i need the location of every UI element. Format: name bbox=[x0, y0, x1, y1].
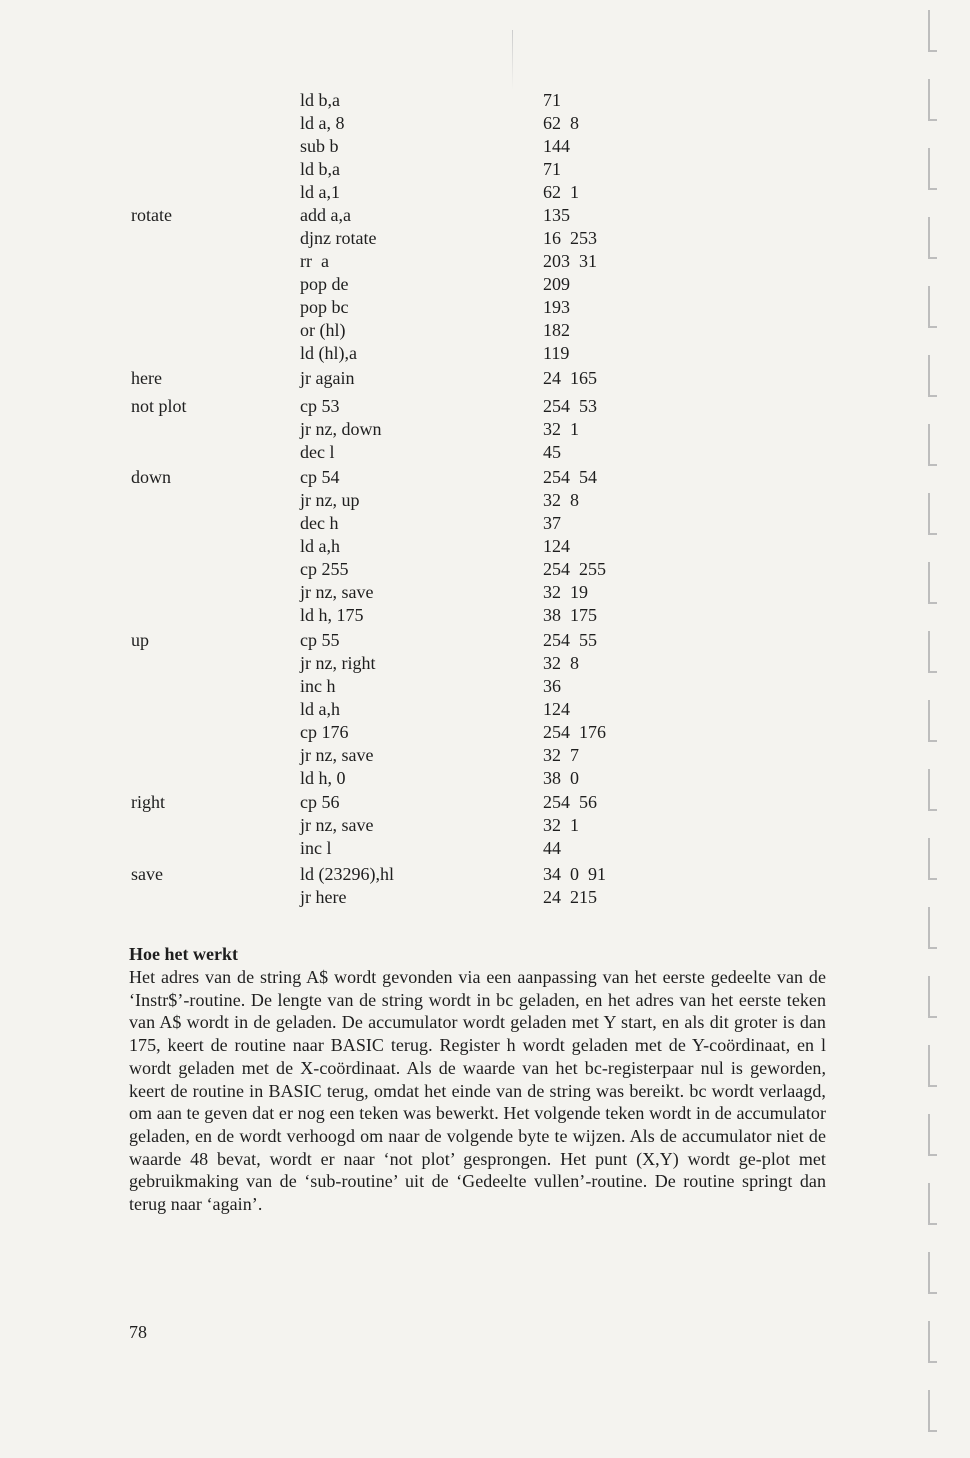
listing-opcode: 62 1 bbox=[543, 182, 579, 202]
listing-row bbox=[0, 836, 970, 860]
listing-instruction: ld a,h bbox=[300, 699, 340, 719]
listing-row bbox=[0, 511, 970, 535]
listing-instruction: ld h, 0 bbox=[300, 768, 346, 788]
listing-row bbox=[0, 440, 970, 464]
binding-hole-mark bbox=[928, 562, 937, 604]
listing-row bbox=[0, 465, 970, 489]
listing-opcode: 254 54 bbox=[543, 467, 597, 487]
listing-row bbox=[0, 88, 970, 112]
listing-row bbox=[0, 488, 970, 512]
listing-opcode: 34 0 91 bbox=[543, 864, 606, 884]
listing-opcode: 45 bbox=[543, 442, 561, 462]
listing-row bbox=[0, 318, 970, 342]
listing-instruction: cp 54 bbox=[300, 467, 340, 487]
listing-instruction: jr nz, up bbox=[300, 490, 360, 510]
binding-hole-mark bbox=[928, 1321, 937, 1363]
listing-opcode: 32 19 bbox=[543, 582, 588, 602]
listing-instruction: add a,a bbox=[300, 205, 351, 225]
listing-row bbox=[0, 134, 970, 158]
listing-row bbox=[0, 885, 970, 909]
binding-edge-marks bbox=[926, 0, 938, 1458]
listing-row bbox=[0, 743, 970, 767]
listing-instruction: jr nz, save bbox=[300, 815, 374, 835]
listing-opcode: 38 175 bbox=[543, 605, 597, 625]
listing-row bbox=[0, 862, 970, 886]
binding-hole-mark bbox=[928, 286, 937, 328]
binding-hole-mark bbox=[928, 217, 937, 259]
listing-row bbox=[0, 157, 970, 181]
listing-row bbox=[0, 341, 970, 365]
listing-instruction: dec h bbox=[300, 513, 339, 533]
listing-opcode: 38 0 bbox=[543, 768, 579, 788]
listing-opcode: 144 bbox=[543, 136, 570, 156]
listing-opcode: 193 bbox=[543, 297, 570, 317]
listing-instruction: djnz rotate bbox=[300, 228, 377, 248]
binding-hole-mark bbox=[928, 769, 937, 811]
listing-instruction: ld h, 175 bbox=[300, 605, 364, 625]
binding-hole-mark bbox=[928, 493, 937, 535]
listing-opcode: 254 255 bbox=[543, 559, 606, 579]
listing-row bbox=[0, 674, 970, 698]
listing-opcode: 209 bbox=[543, 274, 570, 294]
listing-row bbox=[0, 557, 970, 581]
listing-instruction: ld a,h bbox=[300, 536, 340, 556]
listing-instruction: ld a, 8 bbox=[300, 113, 345, 133]
listing-instruction: ld b,a bbox=[300, 159, 340, 179]
listing-opcode: 24 165 bbox=[543, 368, 597, 388]
listing-row bbox=[0, 180, 970, 204]
listing-instruction: pop de bbox=[300, 274, 349, 294]
page-crease bbox=[512, 30, 513, 90]
listing-opcode: 254 53 bbox=[543, 396, 597, 416]
listing-opcode: 24 215 bbox=[543, 887, 597, 907]
listing-instruction: jr nz, down bbox=[300, 419, 382, 439]
section-heading: Hoe het werkt bbox=[129, 944, 238, 964]
listing-opcode: 32 8 bbox=[543, 490, 579, 510]
binding-hole-mark bbox=[928, 424, 937, 466]
listing-instruction: jr nz, save bbox=[300, 582, 374, 602]
listing-label: rotate bbox=[131, 205, 172, 225]
binding-hole-mark bbox=[928, 907, 937, 949]
listing-opcode: 119 bbox=[543, 343, 570, 363]
binding-hole-mark bbox=[928, 1114, 937, 1156]
listing-row bbox=[0, 603, 970, 627]
section-body: Het adres van de string A$ wordt gevonden via een aanpassing van het eerste gedeelte van de ‘Instr$’-routine. De lengte van de string wordt in bc geladen, en het adres van het eerste teken van A$ wordt in de geladen. De accumulator wordt geladen met Y start, en als dit groter is dan 175, keert de routine naar BASIC terug. Register h wordt geladen met de Y-coördinaat, en l wordt geladen met de X-coördinaat. Als de waarde van het bc-registerpaar nul is geworden, keert de routine in BASIC terug, omdat het einde van de string was bereikt. bc wordt verlaagd, om aan te geven dat er nog een teken was bewerkt. Het volgende teken wordt in de accumulator geladen, en de wordt verhoogd om naar de volgende byte te wijzen. Als de accumulator niet de waarde 48 bevat, wordt er naar ‘not plot’ gesprongen. Het punt (X,Y) wordt ge-plot met gebruikmaking van de ‘sub-routine’ uit de ‘Gedeelte vullen’-routine. De routine springt dan terug naar ‘again’. bbox=[129, 967, 826, 1215]
listing-opcode: 32 1 bbox=[543, 815, 579, 835]
binding-hole-mark bbox=[928, 700, 937, 742]
listing-row bbox=[0, 697, 970, 721]
listing-row bbox=[0, 813, 970, 837]
listing-instruction: or (hl) bbox=[300, 320, 346, 340]
binding-hole-mark bbox=[928, 838, 937, 880]
listing-opcode: 254 176 bbox=[543, 722, 606, 742]
binding-hole-mark bbox=[928, 355, 937, 397]
listing-row bbox=[0, 720, 970, 744]
binding-hole-mark bbox=[928, 976, 937, 1018]
binding-hole-mark bbox=[928, 10, 937, 52]
listing-opcode: 32 7 bbox=[543, 745, 579, 765]
listing-row bbox=[0, 628, 970, 652]
listing-row bbox=[0, 203, 970, 227]
listing-row bbox=[0, 226, 970, 250]
binding-hole-mark bbox=[928, 1390, 937, 1432]
listing-instruction: cp 176 bbox=[300, 722, 349, 742]
listing-opcode: 37 bbox=[543, 513, 561, 533]
listing-row bbox=[0, 249, 970, 273]
listing-instruction: jr here bbox=[300, 887, 347, 907]
listing-label: here bbox=[131, 368, 162, 388]
listing-opcode: 44 bbox=[543, 838, 561, 858]
listing-opcode: 135 bbox=[543, 205, 570, 225]
binding-hole-mark bbox=[928, 631, 937, 673]
listing-opcode: 124 bbox=[543, 699, 570, 719]
listing-instruction: jr again bbox=[300, 368, 355, 388]
listing-opcode: 203 31 bbox=[543, 251, 597, 271]
listing-row bbox=[0, 417, 970, 441]
listing-row bbox=[0, 580, 970, 604]
binding-hole-mark bbox=[928, 1045, 937, 1087]
listing-opcode: 71 bbox=[543, 159, 561, 179]
listing-instruction: cp 55 bbox=[300, 630, 340, 650]
listing-instruction: dec l bbox=[300, 442, 335, 462]
listing-instruction: pop bc bbox=[300, 297, 349, 317]
listing-opcode: 16 253 bbox=[543, 228, 597, 248]
listing-instruction: cp 255 bbox=[300, 559, 349, 579]
listing-opcode: 254 55 bbox=[543, 630, 597, 650]
listing-label: save bbox=[131, 864, 163, 884]
listing-instruction: cp 56 bbox=[300, 792, 340, 812]
listing-instruction: inc l bbox=[300, 838, 332, 858]
listing-instruction: ld (hl),a bbox=[300, 343, 357, 363]
listing-row bbox=[0, 366, 970, 390]
listing-row bbox=[0, 272, 970, 296]
binding-hole-mark bbox=[928, 1252, 937, 1294]
listing-label: up bbox=[131, 630, 149, 650]
listing-opcode: 254 56 bbox=[543, 792, 597, 812]
listing-instruction: sub b bbox=[300, 136, 339, 156]
binding-hole-mark bbox=[928, 79, 937, 121]
binding-hole-mark bbox=[928, 1183, 937, 1225]
listing-instruction: cp 53 bbox=[300, 396, 340, 416]
listing-opcode: 36 bbox=[543, 676, 561, 696]
listing-row bbox=[0, 111, 970, 135]
listing-label: not plot bbox=[131, 396, 187, 416]
listing-row bbox=[0, 295, 970, 319]
listing-row bbox=[0, 766, 970, 790]
listing-instruction: ld a,1 bbox=[300, 182, 340, 202]
listing-opcode: 32 1 bbox=[543, 419, 579, 439]
listing-instruction: rr a bbox=[300, 251, 329, 271]
listing-instruction: inc h bbox=[300, 676, 336, 696]
listing-row bbox=[0, 394, 970, 418]
listing-instruction: ld (23296),hl bbox=[300, 864, 394, 884]
listing-opcode: 182 bbox=[543, 320, 570, 340]
binding-hole-mark bbox=[928, 148, 937, 190]
page-number: 78 bbox=[129, 1322, 147, 1342]
listing-opcode: 124 bbox=[543, 536, 570, 556]
listing-instruction: jr nz, save bbox=[300, 745, 374, 765]
listing-opcode: 71 bbox=[543, 90, 561, 110]
listing-opcode: 62 8 bbox=[543, 113, 579, 133]
listing-label: right bbox=[131, 792, 165, 812]
listing-instruction: jr nz, right bbox=[300, 653, 376, 673]
listing-row bbox=[0, 790, 970, 814]
listing-opcode: 32 8 bbox=[543, 653, 579, 673]
listing-label: down bbox=[131, 467, 171, 487]
listing-instruction: ld b,a bbox=[300, 90, 340, 110]
listing-row bbox=[0, 651, 970, 675]
listing-row bbox=[0, 534, 970, 558]
